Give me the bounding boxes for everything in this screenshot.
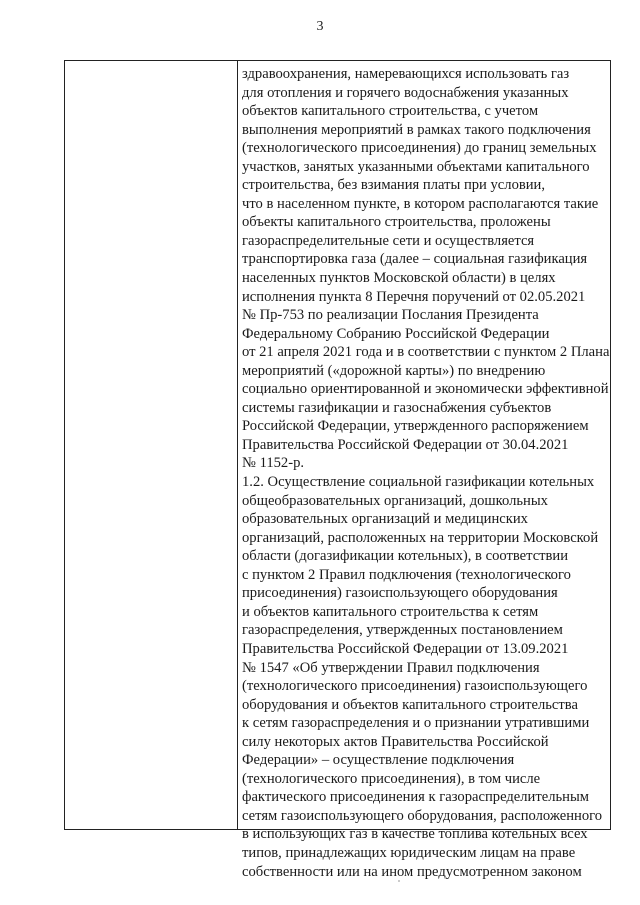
text-line: фактического присоединения к газораспределительным <box>242 789 590 806</box>
text-line: от 21 апреля 2021 года и в соответствии с пунктом 2 Плана <box>242 344 610 361</box>
text-line: образовательных организаций и медицинских <box>242 511 528 528</box>
text-line: для отопления и горячего водоснабжения указанных <box>242 84 569 101</box>
text-line: № 1152-р. <box>242 455 305 472</box>
text-line: (технологического присоединения), в том числе <box>242 770 541 787</box>
text-line: объектов капитального строительства, с учетом <box>242 103 539 120</box>
text-line: № 1547 «Об утверждении Правил подключения <box>242 659 540 676</box>
table-cell-text <box>242 65 610 881</box>
text-line: что в населенном пункте, в котором располагаются такие <box>242 195 599 212</box>
text-line: исполнения пункта 8 Перечня поручений от 02.05.2021 <box>242 288 586 305</box>
text-line: организаций, расположенных на территории Московской <box>242 529 599 546</box>
text-line: строительства, без взимания платы при условии, <box>242 177 546 194</box>
text-line: здравоохранения, намеревающихся использовать газ <box>242 66 570 82</box>
text-line: сетям газоиспользующего оборудования, расположенного <box>242 807 603 824</box>
text-line: собственности или на ином предусмотренном законом <box>242 863 582 880</box>
text-line: оборудования и объектов капитального строительства <box>242 696 578 713</box>
text-line: транспортировка газа (далее – социальная газификация <box>242 251 588 268</box>
text-line: Правительства Российской Федерации от 13.09.2021 <box>242 640 569 657</box>
text-line: выполнения мероприятий в рамках такого подключения <box>242 121 591 138</box>
text-line: силу некоторых актов Правительства Российской <box>242 733 549 750</box>
text-line: (технологического присоединения) до границ земельных <box>242 140 597 157</box>
text-line: № Пр-753 по реализации Послания Президента <box>242 307 539 324</box>
text-line: к сетям газораспределения и о признании утратившими <box>242 715 590 732</box>
text-line: Российской Федерации, утвержденного распоряжением <box>242 418 589 435</box>
text-line: газораспределительные сети и осуществляется <box>242 232 535 249</box>
text-line: газораспределения, утвержденных постановлением <box>242 622 563 639</box>
text-line: населенных пунктов Московской области) в целях <box>242 270 556 287</box>
text-line: участков, занятых указанными объектами капитального <box>242 158 590 175</box>
text-line: объекты капитального строительства, проложены <box>242 214 551 231</box>
text-line: присоединения) газоиспользующего оборудования <box>242 585 558 602</box>
text-line: общеобразовательных организаций, дошкольных <box>242 492 548 509</box>
text-line: (технологического присоединения) газоиспользующего <box>242 678 588 695</box>
text-line: Федеральному Собранию Российской Федерации <box>242 325 550 342</box>
text-line: с пунктом 2 Правил подключения (технологического <box>242 566 571 583</box>
document-table <box>64 60 611 880</box>
column-divider <box>237 61 238 829</box>
text-line: Федерации» – осуществление подключения <box>242 752 515 769</box>
text-line: в использующих газ в качестве топлива котельных всех <box>242 826 588 843</box>
text-line: типов, принадлежащих юридическим лицам на праве <box>242 844 576 861</box>
text-line: социально ориентированной и экономически эффективной <box>242 381 609 398</box>
scan-speck <box>398 880 400 882</box>
page-number: 3 <box>316 19 324 34</box>
text-line: 1.2. Осуществление социальной газификации котельных <box>242 474 595 491</box>
text-line: системы газификации и газоснабжения субъектов <box>242 399 552 416</box>
text-line: области (догазификации котельных), в соответствии <box>242 548 569 565</box>
text-line: Правительства Российской Федерации от 30.04.2021 <box>242 436 569 453</box>
text-line: мероприятий («дорожной карты») по внедрению <box>242 362 546 379</box>
text-line: и объектов капитального строительства к сетям <box>242 603 539 620</box>
